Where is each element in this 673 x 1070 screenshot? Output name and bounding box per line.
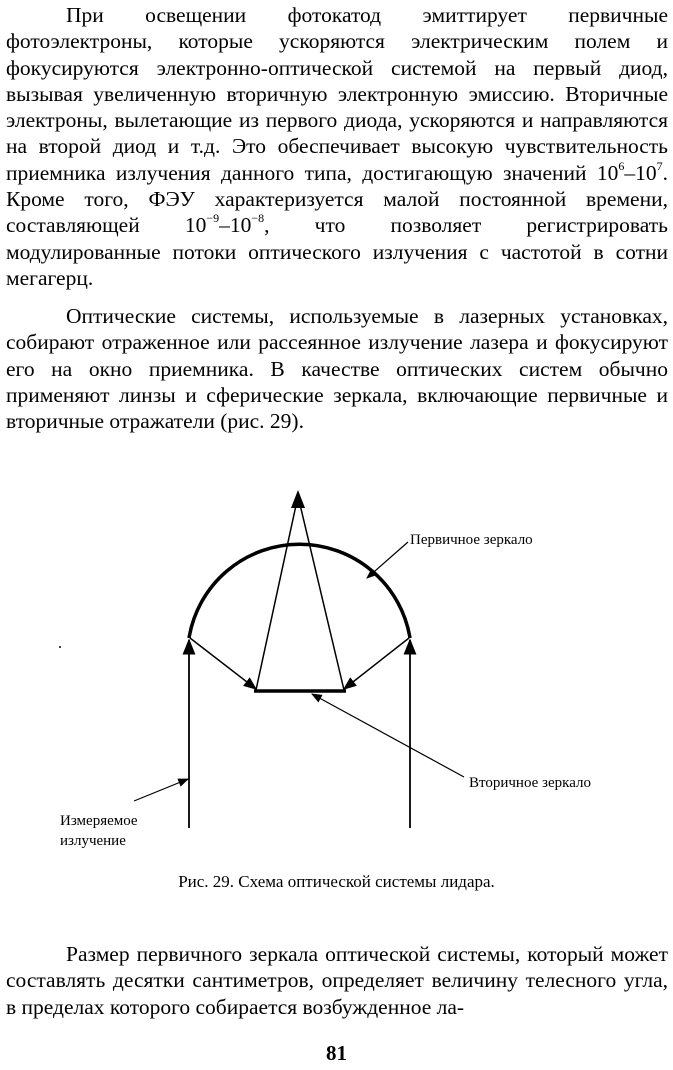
stray-dot (59, 646, 61, 648)
paragraph-3: Размер первичного зеркала оптической системы, который может составлять десятки сантиметров, определяет величину телесного угла, в пределах которого собирается возбужденное ла- (6, 942, 668, 1019)
lidar-optical-diagram (0, 470, 673, 870)
paragraph-2: Оптические системы, используемые в лазерных установках, собирают отраженное или рассеянное излучение лазера и фокусируют его на окно приемника. В качестве оптических систем обычно применяют линзы и сферические зеркала, включающие первичные и вторичные отражатели (рис. 29). (6, 304, 668, 434)
figure-caption: Рис. 29. Схема оптической системы лидара. (178, 872, 495, 891)
primary-mirror-leader (367, 542, 408, 578)
left-reflected-ray (190, 638, 256, 689)
secondary-mirror-label: Вторичное зеркало (469, 775, 591, 791)
paragraph-1: При освещении фотокатод эмиттирует первичные фотоэлектроны, которые ускоряются электрическим полем и фокусируются электронно-оптической системой на первый диод, вызывая увеличенную вторичную электронную эмиссию. Вторичные электроны, вылетающие из первого диода, ускоряются и направляются на второй диод и т.д. Это обеспечивает высокую чувствительность приемника излучения данного типа, достигающую значений $10^6-10^7$. Кроме того, ФЭУ характеризуется малой постоянной времени, составляющей $10^{-9}-10^{-8}$, что позволяет регистрировать модулированные потоки оптического излучения с частотой в сотни мегагерц. (6, 3, 668, 290)
right-reflected-ray (344, 638, 409, 689)
measured-radiation-label-2: излучение (60, 833, 126, 849)
page-number: 81 (326, 1041, 347, 1065)
measured-radiation-label-1: Измеряемое (60, 813, 138, 829)
top-arrow-head (291, 490, 305, 508)
cone-left-line (256, 496, 298, 690)
secondary-mirror-leader (312, 694, 464, 777)
diagram-svg (0, 470, 673, 870)
measured-radiation-leader (134, 779, 188, 801)
primary-mirror-arc (189, 544, 410, 638)
primary-mirror-label: Первичное зеркало (410, 532, 533, 548)
cone-right-line (298, 496, 344, 690)
